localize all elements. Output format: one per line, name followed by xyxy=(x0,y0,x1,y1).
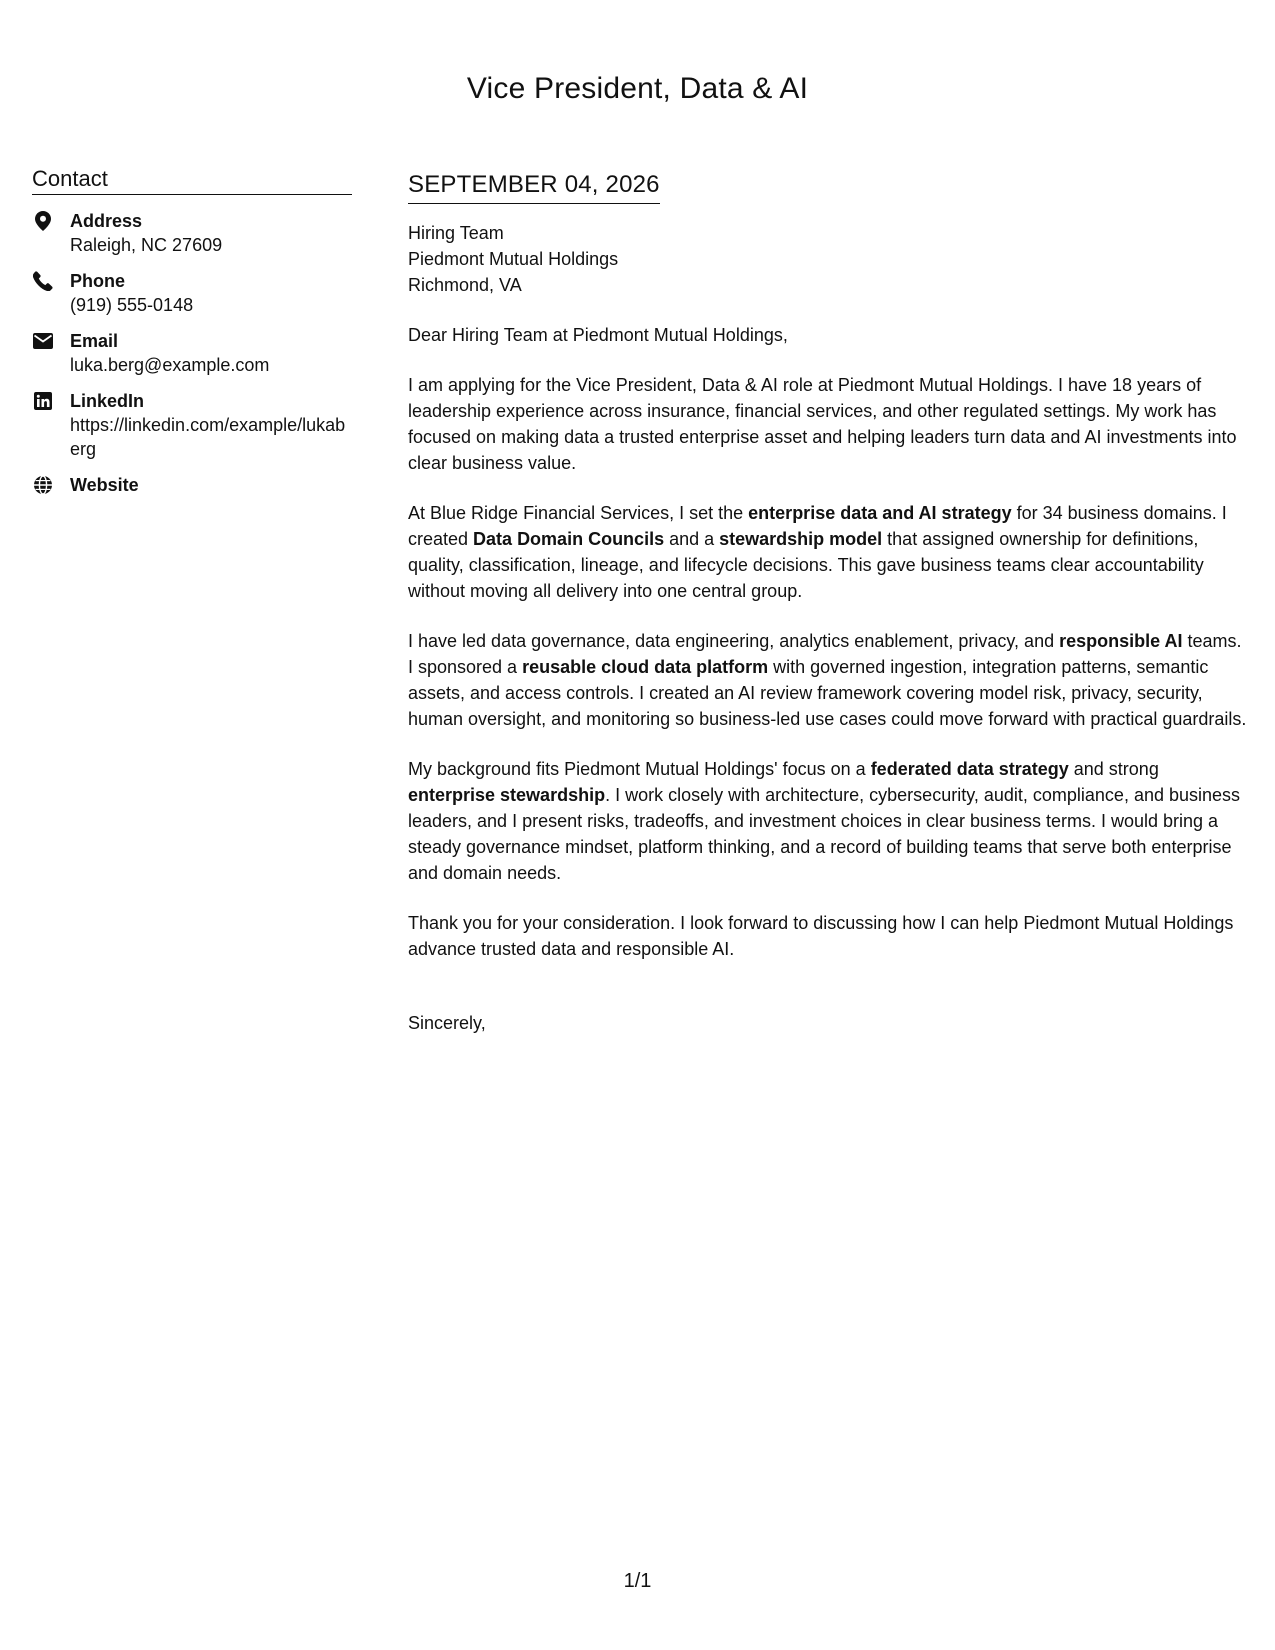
contact-item-email xyxy=(32,329,352,377)
contact-item-linkedin xyxy=(32,389,352,461)
paragraph-text: for 34 business domains. I created xyxy=(408,503,1227,549)
recipient-line: Richmond, VA xyxy=(408,275,522,295)
contact-item-website xyxy=(32,473,352,497)
emphasis-text: stewardship model xyxy=(719,529,883,549)
paragraph-text: teams. I sponsored a xyxy=(408,631,1242,677)
paragraph-text: I have led data governance, data engineering, analytics enablement, privacy, and xyxy=(408,631,1060,651)
emphasis-text: enterprise data and AI strategy xyxy=(748,503,1012,523)
paragraph xyxy=(408,756,1248,886)
paragraph-text: Thank you for your consideration. I look forward to discussing how I can help Piedmont Mutual Holdings advance trusted data and responsible AI. xyxy=(408,913,1234,959)
paragraph-text: and strong xyxy=(1068,759,1159,779)
emphasis-text: responsible AI xyxy=(1059,631,1183,651)
paragraph xyxy=(408,500,1248,604)
contact-value: (919) 555-0148 xyxy=(70,295,194,315)
globe-icon xyxy=(32,474,54,496)
contact-item-phone xyxy=(32,269,352,317)
paragraph-text: with governed ingestion, integration patterns, semantic assets, and access controls. I created an AI review framework covering model risk, privacy, security, human oversight, and monitoring so business-led use cases could move forward with practical guardrails. xyxy=(408,657,1247,729)
recipient-line: Hiring Team xyxy=(408,223,504,243)
contact-heading: Contact xyxy=(32,166,352,195)
contact-sidebar xyxy=(32,166,352,509)
emphasis-text: enterprise stewardship xyxy=(408,785,606,805)
contact-label: Address xyxy=(70,211,143,231)
emphasis-text: federated data strategy xyxy=(870,759,1069,779)
contact-label: Email xyxy=(70,331,119,351)
contact-label: Phone xyxy=(70,271,126,291)
map-pin-icon xyxy=(32,210,54,232)
emphasis-text: Data Domain Councils xyxy=(473,529,665,549)
paragraph xyxy=(408,910,1248,962)
contact-item-address xyxy=(32,209,352,257)
phone-icon xyxy=(32,270,54,292)
paragraph xyxy=(408,372,1248,476)
paragraph xyxy=(408,628,1248,732)
paragraph-text: At Blue Ridge Financial Services, I set the xyxy=(408,503,749,523)
contact-label: LinkedIn xyxy=(70,391,145,411)
contact-label: Website xyxy=(70,475,139,495)
paragraph-text: that assigned ownership for definitions, quality, classification, lineage, and lifecycle decisions. This gave business teams clear accountability without moving all delivery into one central group. xyxy=(408,529,1204,601)
letter-date: SEPTEMBER 04, 2026 xyxy=(408,170,660,204)
page-number: 1/1 xyxy=(623,1570,652,1592)
paragraph-text: . I work closely with architecture, cybersecurity, audit, compliance, and business leaders, and I present risks, tradeoffs, and investment choices in clear business terms. I would bring a steady governance mindset, platform thinking, and a record of building teams that serve both enterprise and domain needs. xyxy=(408,785,1241,883)
closing: Sincerely, xyxy=(408,1013,486,1033)
letter-body xyxy=(408,170,1248,1036)
contact-value: luka.berg@example.com xyxy=(70,355,270,375)
recipient-block xyxy=(408,220,1248,298)
paragraph-text: I am applying for the Vice President, Data & AI role at Piedmont Mutual Holdings. I have 18 years of leadership experience across insurance, financial services, and other regulated settings. My work has focused on making data a trusted enterprise asset and helping leaders turn data and AI investments into clear business value. xyxy=(408,375,1237,473)
contact-value[interactable]: https://linkedin.com/example/lukaberg xyxy=(70,415,346,459)
linkedin-icon xyxy=(32,390,54,412)
page-title: Vice President, Data & AI xyxy=(466,72,809,105)
salutation: Dear Hiring Team at Piedmont Mutual Holdings, xyxy=(408,325,788,345)
emphasis-text: reusable cloud data platform xyxy=(522,657,769,677)
recipient-line: Piedmont Mutual Holdings xyxy=(408,249,619,269)
paragraph-text: and a xyxy=(664,529,720,549)
paragraph-text: My background fits Piedmont Mutual Holdings' focus on a xyxy=(408,759,871,779)
contact-value: Raleigh, NC 27609 xyxy=(70,235,223,255)
envelope-icon xyxy=(32,330,54,352)
